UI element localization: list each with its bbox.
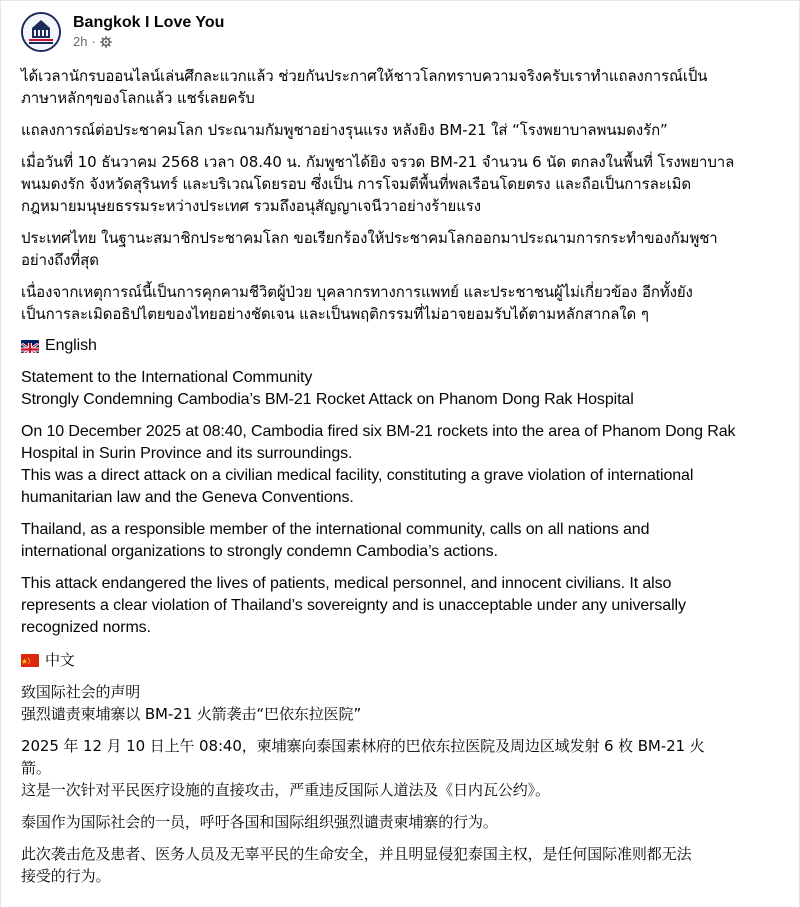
text-line: recognized norms. [21,619,151,636]
paragraph [21,119,783,141]
paragraph [21,367,783,411]
paragraph [21,519,783,563]
chinese-section [21,681,783,887]
text-line: international organizations to strongly condemn Cambodia’s actions. [21,543,498,560]
text-line: 此次袭击危及患者、医务人员及无辜平民的生命安全，并且明显侵犯泰国主权，是任何国际准则都无法 [21,845,692,863]
text-line: This was a direct attack on a civilian medical facility, constituting a grave violation of international [21,467,694,484]
thai-section [21,65,783,325]
text-line: เป็นการละเมิดอธิปไตยของไทยอย่างชัดเจน และเป็นพฤติกรรมที่ไม่อาจยอมรับได้ตามหลักสากลใด ๆ [21,305,649,323]
text-line: อย่างถึงที่สุด [21,251,99,269]
paragraph [21,421,783,509]
text-line: 致国际社会的声明 [21,683,141,701]
text-line: ภาษาหลักๆของโลกแล้ว แชร์เลยครับ [21,89,255,107]
text-line: พนมดงรัก จังหวัดสุรินทร์ และบริเวณโดยรอบ ซึ่งเป็น การโจมตีพื้นที่พลเรือนโดยตรง และถือเป็นการละเมิด [21,175,692,193]
text-line: 2025 年 12 月 10 日上午 08:40，柬埔寨向泰国素林府的巴依东拉医院及周边区域发射 6 枚 BM-21 火 [21,737,705,755]
english-label [21,335,783,357]
uk-flag-icon [21,340,39,353]
paragraph [21,843,783,887]
chinese-label-text: 中文 [45,651,75,669]
post-subline [73,33,224,51]
text-line: 箭。 [21,759,51,777]
separator-dot: · [91,34,96,49]
gear-icon[interactable] [100,36,112,48]
paragraph [21,151,783,217]
post-header [21,1,799,57]
english-section [21,367,783,639]
paragraph [21,65,783,109]
text-line: เนื่องจากเหตุการณ์นี้เป็นการคุกคามชีวิตผู้ป่วย บุคลากรทางการแพทย์ และประชาชนผู้ไม่เกี่ยวข้อง อีกทั้งยัง [21,283,693,301]
page-name-link[interactable]: Bangkok I Love You [73,14,225,31]
text-line: Hospital in Surin Province and its surroundings. [21,445,353,462]
text-line: represents a clear violation of Thailand’s sovereignty and is unacceptable under any universally [21,597,686,614]
chinese-label [21,649,783,671]
post-timestamp[interactable]: 2h [73,34,88,49]
bangkok-logo-avatar-icon [23,14,59,50]
text-line: Strongly Condemning Cambodia’s BM-21 Rocket Attack on Phanom Dong Rak Hospital [21,391,634,408]
post-body [21,57,799,887]
paragraph [21,681,783,725]
china-flag-icon [21,654,39,667]
page-avatar[interactable] [21,12,61,52]
paragraph [21,281,783,325]
text-line: 接受的行为。 [21,867,111,885]
text-line: 泰国作为国际社会的一员，呼吁各国和国际组织强烈谴责柬埔寨的行为。 [21,813,498,831]
paragraph [21,573,783,639]
text-line: Statement to the International Community [21,369,313,386]
text-line: humanitarian law and the Geneva Conventions. [21,489,354,506]
text-line: 这是一次针对平民医疗设施的直接攻击，严重违反国际人道法及《日内瓦公约》。 [21,781,550,799]
paragraph [21,735,783,801]
text-line: This attack endangered the lives of patients, medical personnel, and innocent civilians. It also [21,575,672,592]
text-line: ประเทศไทย ในฐานะสมาชิกประชาคมโลก ขอเรียกร้องให้ประชาคมโลกออกมาประณามการกระทำของกัมพูชา [21,229,718,247]
text-line: 强烈谴责柬埔寨以 BM-21 火箭袭击“巴依东拉医院” [21,705,362,723]
text-line: Thailand, as a responsible member of the international community, calls on all nations and [21,521,650,538]
text-line: เมื่อวันที่ 10 ธันวาคม 2568 เวลา 08.40 น. กัมพูชาได้ยิง จรวด BM-21 จำนวน 6 นัด ตกลงในพื้นที่ โรงพยาบาล [21,153,735,171]
paragraph [21,811,783,833]
english-label-text: English [45,337,97,354]
text-line: On 10 December 2025 at 08:40, Cambodia fired six BM-21 rockets into the area of Phanom Dong Rak [21,423,736,440]
text-line: กฎหมายมนุษยธรรมระหว่างประเทศ รวมถึงอนุสัญญาเจนีวาอย่างร้ายแรง [21,197,481,215]
post-meta [73,13,224,51]
text-line: ได้เวลานักรบออนไลน์เล่นศึกละแวกแล้ว ช่วยกันประกาศให้ชาวโลกทราบความจริงครับเราทำแถลงการณ์เป็น [21,67,708,85]
paragraph [21,227,783,271]
text-line: แถลงการณ์ต่อประชาคมโลก ประณามกัมพูชาอย่างรุนแรง หลังยิง BM-21 ใส่ “โรงพยาบาลพนมดงรัก” [21,121,668,139]
